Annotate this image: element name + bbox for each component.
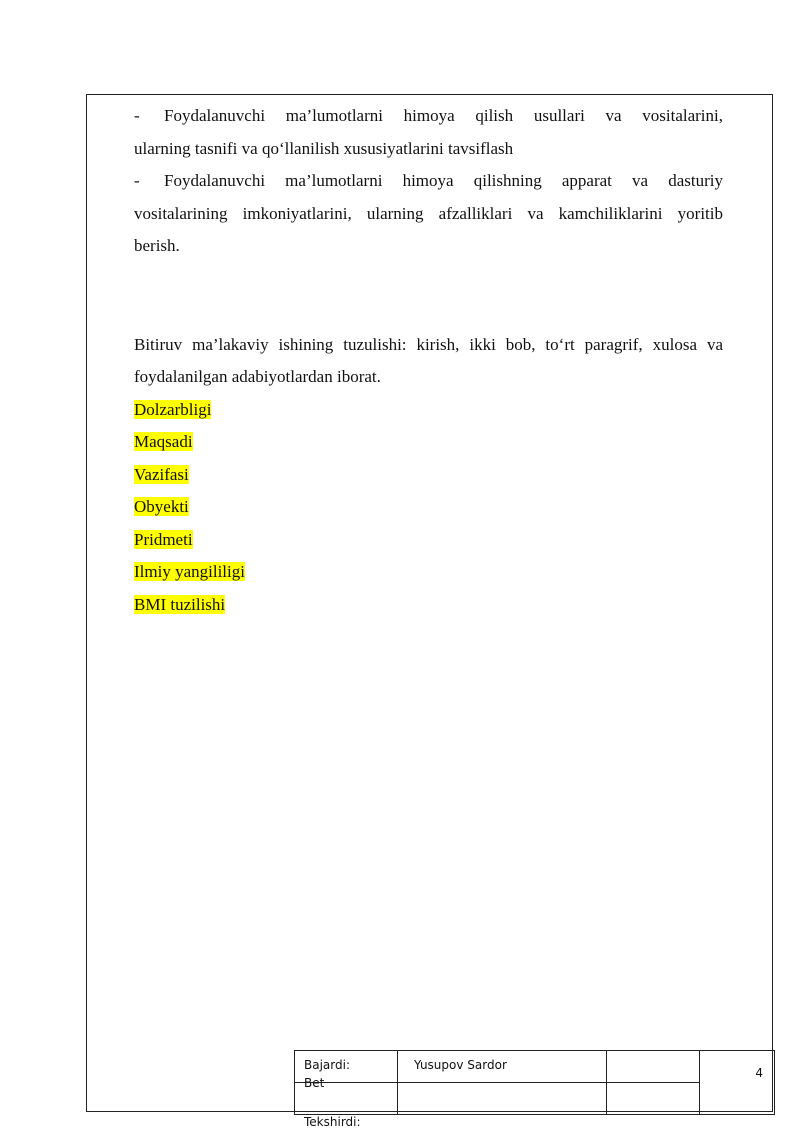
heading-ilmiy-yangililigi: Ilmiy yangililigi [134, 562, 245, 581]
list-item-2-line-2: vositalarining imkoniyatlarini, ularning afzalliklari va kamchiliklarini yoritib [134, 203, 723, 223]
list-item-2-line-1: - Foydalanuvchi ma’lumotlarni himoya qilishning apparat va dasturiy [134, 165, 723, 198]
structure-line-1: Bitiruv ma’lakaviy ishining tuzulishi: kirish, ikki bob, to‘rt paragrif, xulosa va [134, 334, 723, 354]
title-block-stamp [294, 1050, 775, 1115]
document-body [134, 100, 723, 621]
bajardi-name-cell: Yusupov Sardor [398, 1051, 607, 1083]
structure-line-2: foydalanilgan adabiyotlardan iborat. [134, 367, 381, 386]
stamp-empty-cell [398, 1083, 607, 1115]
stamp-empty-cell [607, 1051, 700, 1083]
heading-bmi-tuzilishi: BMI tuzilishi [134, 594, 226, 614]
heading-dolzarbligi: Dolzarbligi [134, 399, 212, 419]
bet-label: Bet [304, 1076, 325, 1090]
list-item-1-line-1: - Foydalanuvchi ma’lumotlarni himoya qilish usullari va vositalarini, [134, 100, 723, 133]
stamp-empty-cell [607, 1083, 700, 1115]
dash: - [134, 106, 140, 125]
heading-vazifasi: Vazifasi [134, 464, 189, 484]
tekshirdi-label: Tekshirdi: [304, 1115, 361, 1129]
bajardi-label-cell: Bajardi: [295, 1051, 398, 1083]
heading-obyekti: Obyekti [134, 497, 189, 516]
page-number-cell: 4 [700, 1051, 775, 1115]
list-item-1-line-2: ularning tasnifi va qo‘llanilish xususiyatlarini tavsiflash [134, 138, 514, 158]
spacer [134, 263, 723, 329]
heading-maqsadi: Maqsadi [134, 432, 193, 451]
list-item-2-line-3: berish. [134, 236, 180, 255]
dash: - [134, 171, 140, 190]
heading-pridmeti: Pridmeti [134, 529, 193, 549]
